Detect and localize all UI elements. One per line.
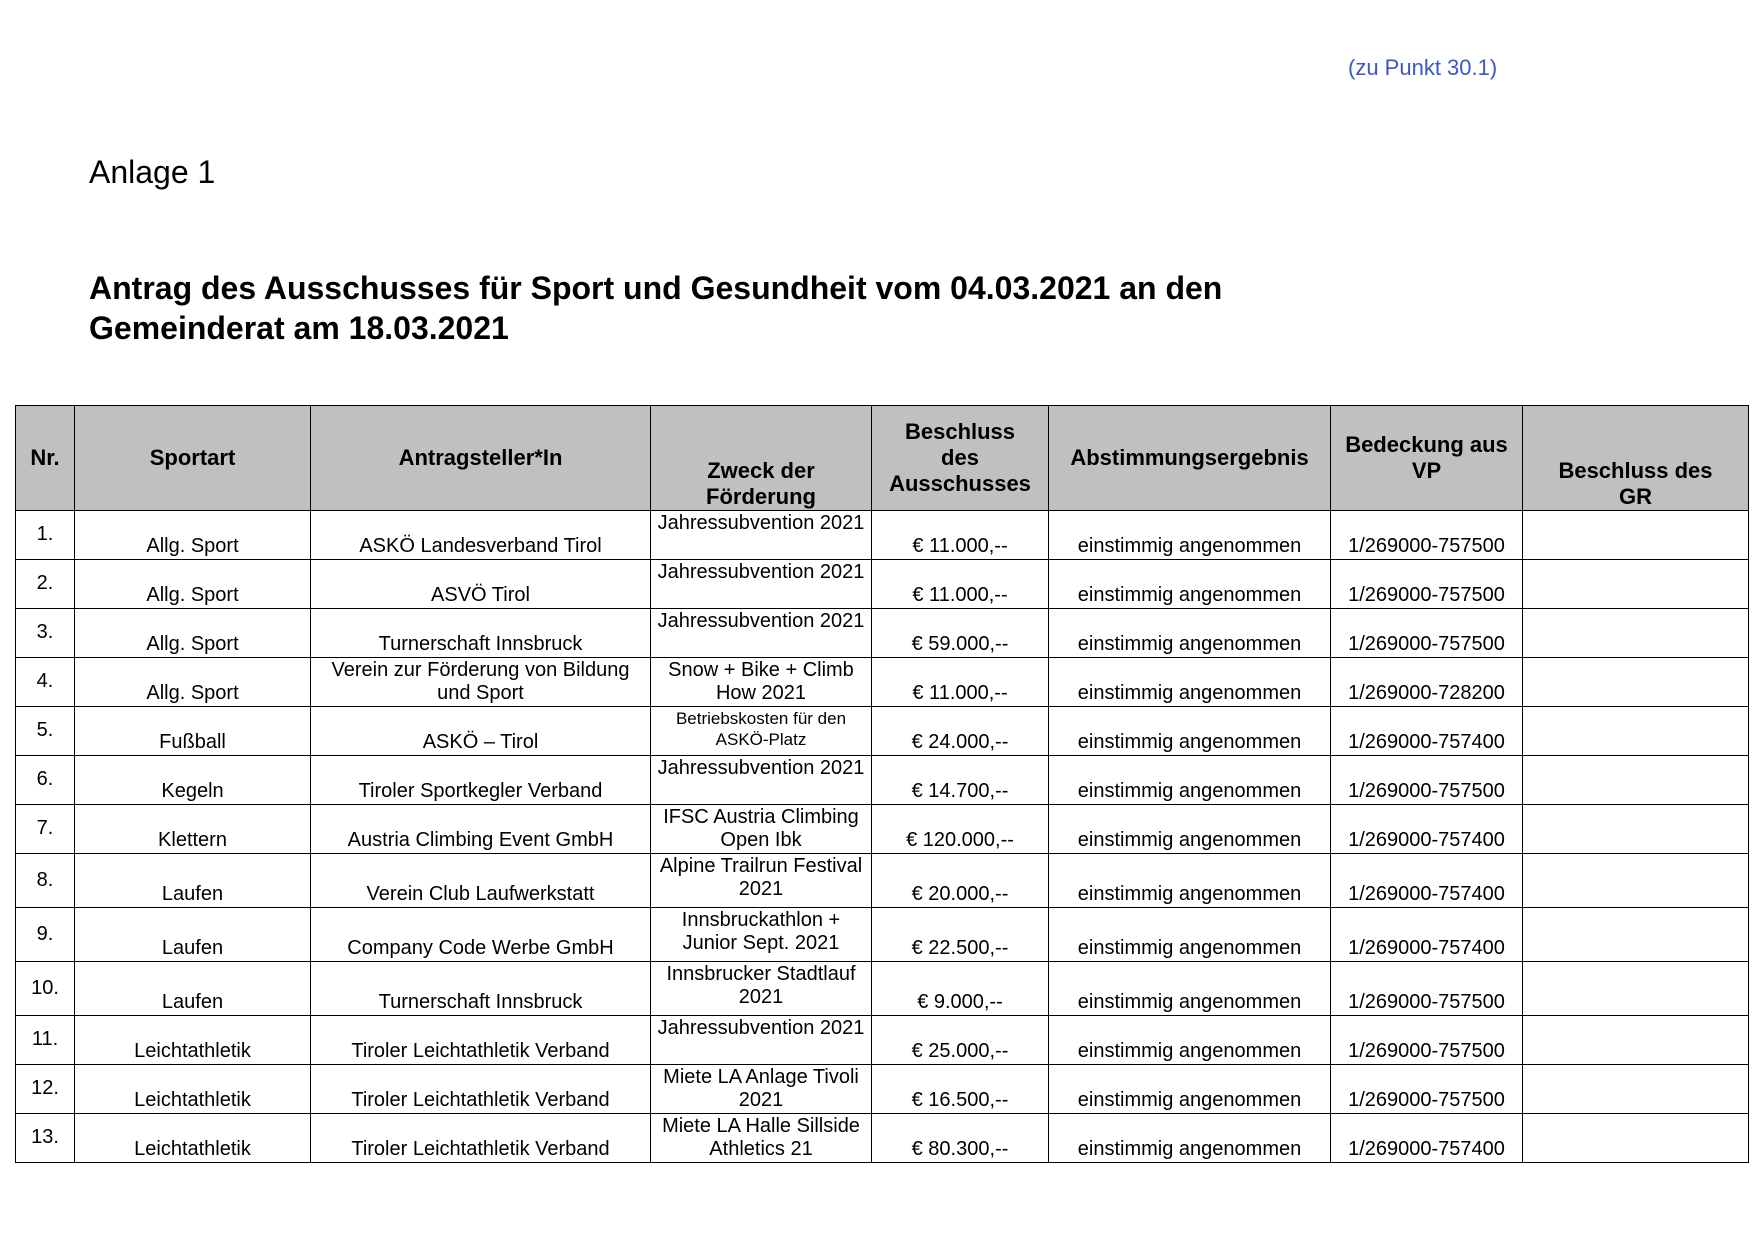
cell-antragsteller: Austria Climbing Event GmbH — [311, 805, 651, 854]
table-row — [16, 658, 1749, 707]
cell-abstimmung: einstimmig angenommen — [1049, 1016, 1331, 1065]
cell-zweck: Jahressubvention 2021 — [651, 560, 872, 609]
cell-antragsteller: Tiroler Leichtathletik Verband — [311, 1016, 651, 1065]
cell-beschluss-ausschuss: € 16.500,-- — [872, 1065, 1049, 1114]
cell-bedeckung: 1/269000-757500 — [1331, 560, 1523, 609]
cell-beschluss-gr — [1523, 805, 1749, 854]
cell-sportart: Fußball — [75, 707, 311, 756]
cell-beschluss-ausschuss: € 25.000,-- — [872, 1016, 1049, 1065]
table-row — [16, 560, 1749, 609]
cell-nr: 13. — [16, 1114, 75, 1163]
cell-zweck: Miete LA Halle Sillside Athletics 21 — [651, 1114, 872, 1163]
cell-sportart: Laufen — [75, 962, 311, 1016]
cell-beschluss-ausschuss: € 14.700,-- — [872, 756, 1049, 805]
cell-abstimmung: einstimmig angenommen — [1049, 560, 1331, 609]
cell-nr: 7. — [16, 805, 75, 854]
column-header-antragsteller: Antragsteller*In — [311, 406, 651, 511]
cell-bedeckung: 1/269000-757500 — [1331, 756, 1523, 805]
table-row — [16, 756, 1749, 805]
cell-abstimmung: einstimmig angenommen — [1049, 1114, 1331, 1163]
column-header-zweck: Zweck der Förderung — [651, 406, 872, 511]
cell-beschluss-gr — [1523, 658, 1749, 707]
cell-sportart: Leichtathletik — [75, 1065, 311, 1114]
cell-bedeckung: 1/269000-757400 — [1331, 707, 1523, 756]
cell-antragsteller: Tiroler Sportkegler Verband — [311, 756, 651, 805]
cell-abstimmung: einstimmig angenommen — [1049, 805, 1331, 854]
cell-beschluss-gr — [1523, 511, 1749, 560]
table-row — [16, 1065, 1749, 1114]
cell-abstimmung: einstimmig angenommen — [1049, 609, 1331, 658]
cell-abstimmung: einstimmig angenommen — [1049, 908, 1331, 962]
cell-nr: 10. — [16, 962, 75, 1016]
cell-beschluss-ausschuss: € 11.000,-- — [872, 560, 1049, 609]
cell-zweck: Jahressubvention 2021 — [651, 511, 872, 560]
cell-beschluss-ausschuss: € 24.000,-- — [872, 707, 1049, 756]
cell-beschluss-ausschuss: € 22.500,-- — [872, 908, 1049, 962]
cell-abstimmung: einstimmig angenommen — [1049, 1065, 1331, 1114]
table-row — [16, 707, 1749, 756]
cell-abstimmung: einstimmig angenommen — [1049, 511, 1331, 560]
cell-beschluss-ausschuss: € 11.000,-- — [872, 511, 1049, 560]
cell-bedeckung: 1/269000-757400 — [1331, 805, 1523, 854]
column-header-nr: Nr. — [16, 406, 75, 511]
cell-sportart: Leichtathletik — [75, 1016, 311, 1065]
cell-beschluss-gr — [1523, 609, 1749, 658]
cell-zweck: Miete LA Anlage Tivoli 2021 — [651, 1065, 872, 1114]
reference-note: (zu Punkt 30.1) — [1348, 55, 1498, 80]
cell-nr: 1. — [16, 511, 75, 560]
cell-beschluss-gr — [1523, 854, 1749, 908]
cell-beschluss-ausschuss: € 80.300,-- — [872, 1114, 1049, 1163]
cell-zweck: Innsbruckathlon + Junior Sept. 2021 — [651, 908, 872, 962]
cell-abstimmung: einstimmig angenommen — [1049, 756, 1331, 805]
cell-abstimmung: einstimmig angenommen — [1049, 962, 1331, 1016]
cell-antragsteller: Tiroler Leichtathletik Verband — [311, 1065, 651, 1114]
cell-beschluss-gr — [1523, 1065, 1749, 1114]
cell-beschluss-ausschuss: € 9.000,-- — [872, 962, 1049, 1016]
cell-beschluss-ausschuss: € 59.000,-- — [872, 609, 1049, 658]
cell-sportart: Klettern — [75, 805, 311, 854]
cell-bedeckung: 1/269000-757500 — [1331, 511, 1523, 560]
cell-antragsteller: ASKÖ – Tirol — [311, 707, 651, 756]
cell-bedeckung: 1/269000-757500 — [1331, 962, 1523, 1016]
cell-beschluss-gr — [1523, 908, 1749, 962]
cell-beschluss-ausschuss: € 20.000,-- — [872, 854, 1049, 908]
cell-sportart: Allg. Sport — [75, 511, 311, 560]
table-row — [16, 908, 1749, 962]
cell-bedeckung: 1/269000-757500 — [1331, 1065, 1523, 1114]
cell-antragsteller: ASKÖ Landesverband Tirol — [311, 511, 651, 560]
cell-nr: 11. — [16, 1016, 75, 1065]
cell-bedeckung: 1/269000-757500 — [1331, 1016, 1523, 1065]
cell-antragsteller: ASVÖ Tirol — [311, 560, 651, 609]
cell-nr: 4. — [16, 658, 75, 707]
cell-nr: 6. — [16, 756, 75, 805]
cell-zweck: Innsbrucker Stadtlauf 2021 — [651, 962, 872, 1016]
table-row — [16, 805, 1749, 854]
document-title: Antrag des Ausschusses für Sport und Gesundheit vom 04.03.2021 an den Gemeinderat am 18.03.2021 — [89, 270, 1223, 346]
cell-bedeckung: 1/269000-757400 — [1331, 908, 1523, 962]
column-header-bedeckung: Bedeckung aus VP — [1331, 406, 1523, 511]
cell-antragsteller: Tiroler Leichtathletik Verband — [311, 1114, 651, 1163]
cell-sportart: Laufen — [75, 854, 311, 908]
cell-sportart: Allg. Sport — [75, 609, 311, 658]
cell-bedeckung: 1/269000-728200 — [1331, 658, 1523, 707]
cell-abstimmung: einstimmig angenommen — [1049, 658, 1331, 707]
cell-beschluss-gr — [1523, 707, 1749, 756]
cell-sportart: Laufen — [75, 908, 311, 962]
table-body — [16, 511, 1749, 1163]
cell-abstimmung: einstimmig angenommen — [1049, 707, 1331, 756]
cell-zweck: Jahressubvention 2021 — [651, 756, 872, 805]
cell-sportart: Allg. Sport — [75, 560, 311, 609]
cell-sportart: Kegeln — [75, 756, 311, 805]
cell-nr: 9. — [16, 908, 75, 962]
cell-antragsteller: Company Code Werbe GmbH — [311, 908, 651, 962]
cell-zweck: Betriebskosten für den ASKÖ-Platz — [651, 707, 872, 756]
table-row — [16, 1016, 1749, 1065]
cell-beschluss-ausschuss: € 11.000,-- — [872, 658, 1049, 707]
cell-abstimmung: einstimmig angenommen — [1049, 854, 1331, 908]
table-row — [16, 1114, 1749, 1163]
table-row — [16, 609, 1749, 658]
cell-zweck: IFSC Austria Climbing Open Ibk — [651, 805, 872, 854]
table-header-row — [16, 406, 1749, 511]
cell-sportart: Leichtathletik — [75, 1114, 311, 1163]
cell-beschluss-ausschuss: € 120.000,-- — [872, 805, 1049, 854]
cell-zweck: Snow + Bike + Climb How 2021 — [651, 658, 872, 707]
column-header-abstimmung: Abstimmungsergebnis — [1049, 406, 1331, 511]
table-row — [16, 962, 1749, 1016]
cell-beschluss-gr — [1523, 1114, 1749, 1163]
grant-table — [15, 405, 1749, 1163]
column-header-beschluss-gr: Beschluss des GR — [1523, 406, 1749, 511]
cell-nr: 8. — [16, 854, 75, 908]
cell-beschluss-gr — [1523, 560, 1749, 609]
cell-antragsteller: Turnerschaft Innsbruck — [311, 962, 651, 1016]
cell-bedeckung: 1/269000-757500 — [1331, 609, 1523, 658]
cell-antragsteller: Verein Club Laufwerkstatt — [311, 854, 651, 908]
cell-beschluss-gr — [1523, 962, 1749, 1016]
cell-antragsteller: Verein zur Förderung von Bildung und Sport — [311, 658, 651, 707]
cell-sportart: Allg. Sport — [75, 658, 311, 707]
annex-label: Anlage 1 — [89, 154, 216, 190]
cell-nr: 12. — [16, 1065, 75, 1114]
table-row — [16, 854, 1749, 908]
cell-nr: 2. — [16, 560, 75, 609]
column-header-beschluss-ausschuss: Beschluss des Ausschusses — [872, 406, 1049, 511]
cell-nr: 3. — [16, 609, 75, 658]
cell-zweck: Jahressubvention 2021 — [651, 1016, 872, 1065]
column-header-sportart: Sportart — [75, 406, 311, 511]
cell-zweck: Jahressubvention 2021 — [651, 609, 872, 658]
cell-bedeckung: 1/269000-757400 — [1331, 1114, 1523, 1163]
cell-bedeckung: 1/269000-757400 — [1331, 854, 1523, 908]
cell-beschluss-gr — [1523, 756, 1749, 805]
cell-antragsteller: Turnerschaft Innsbruck — [311, 609, 651, 658]
cell-zweck: Alpine Trailrun Festival 2021 — [651, 854, 872, 908]
cell-nr: 5. — [16, 707, 75, 756]
cell-beschluss-gr — [1523, 1016, 1749, 1065]
table-row — [16, 511, 1749, 560]
